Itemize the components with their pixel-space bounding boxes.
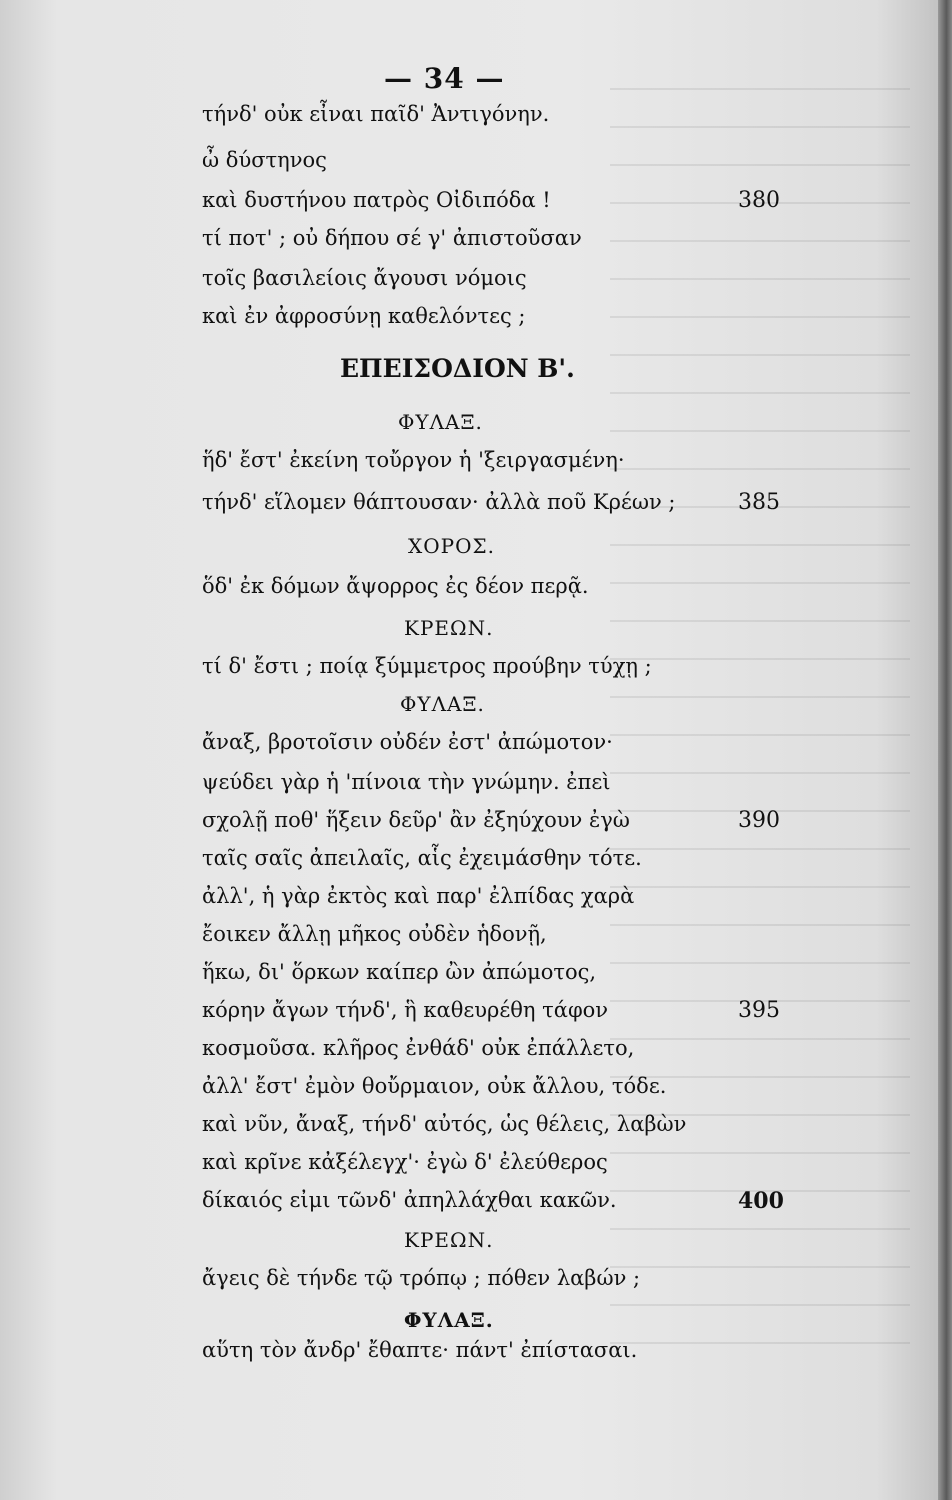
speaker-name: ΚΡΕΩΝ. (404, 616, 494, 640)
verse-line: καὶ δυστήνου πατρὸς Οἰδιπόδα ! (202, 188, 551, 212)
line-number: 390 (738, 808, 780, 833)
page-number: — 34 — (384, 62, 505, 95)
verse-line: τί δ' ἔστι ; ποίᾳ ξύμμετρος προύβην τύχῃ ; (202, 654, 652, 678)
line-number: 395 (738, 998, 780, 1023)
section-heading: ΕΠΕΙΣΟΔΙΟΝ Β'. (340, 354, 575, 383)
verse-line: ὅδ' ἐκ δόμων ἄψορρος ἐς δέον περᾷ. (202, 574, 589, 598)
verse-line: ἀλλ', ἡ γὰρ ἐκτὸς καὶ παρ' ἐλπίδας χαρὰ (202, 884, 635, 908)
verse-line: ἥδ' ἔστ' ἐκείνη τοὔργον ἡ 'ξειργασμένη· (202, 448, 625, 472)
speaker-name: ΦΥΛΑΞ. (400, 692, 485, 716)
verse-line: σχολῇ ποθ' ἥξειν δεῦρ' ἂν ἐξηύχουν ἐγὼ (202, 808, 630, 832)
verse-line: ἀλλ' ἔστ' ἐμὸν θοὔρμαιον, οὐκ ἄλλου, τόδε. (202, 1074, 667, 1098)
verse-line: κόρην ἄγων τήνδ', ἣ καθευρέθη τάφον (202, 998, 609, 1022)
verse-line: καὶ νῦν, ἄναξ, τήνδ' αὐτός, ὡς θέλεις, λαβὼν (202, 1112, 687, 1136)
verse-line: τί ποτ' ; οὐ δήπου σέ γ' ἀπιστοῦσαν (202, 226, 582, 250)
verse-line: τήνδ' εἵλομεν θάπτουσαν· ἀλλὰ ποῦ Κρέων ; (202, 490, 676, 514)
verse-line: κοσμοῦσα. κλῆρος ἐνθάδ' οὐκ ἐπάλλετο, (202, 1036, 635, 1060)
verse-line: ψεύδει γὰρ ἡ 'πίνοια τὴν γνώμην. ἐπεὶ (202, 770, 611, 794)
verse-line: τοῖς βασιλείοις ἄγουσι νόμοις (202, 266, 527, 290)
line-number: 380 (738, 188, 780, 213)
speaker-name: ΦΥΛΑΞ. (404, 1308, 494, 1332)
speaker-name: ΚΡΕΩΝ. (404, 1228, 494, 1252)
page-edge (938, 0, 952, 1500)
verse-line: ἄγεις δὲ τήνδε τῷ τρόπῳ ; πόθεν λαβών ; (202, 1266, 641, 1290)
verse-line: ὦ δύστηνος (202, 148, 327, 172)
verse-line: αὕτη τὸν ἄνδρ' ἔθαπτε· πάντ' ἐπίστασαι. (202, 1338, 638, 1362)
verse-line: καὶ κρῖνε κἀξέλεγχ'· ἐγὼ δ' ἐλεύθερος (202, 1150, 608, 1174)
line-number: 385 (738, 490, 780, 515)
line-number: 400 (738, 1188, 784, 1214)
speaker-name: ΧΟΡΟΣ. (408, 534, 495, 558)
show-through-text (610, 60, 910, 1360)
verse-line: τήνδ' οὐκ εἶναι παῖδ' Ἀντιγόνην. (202, 102, 550, 126)
verse-line: καὶ ἐν ἀφροσύνῃ καθελόντες ; (202, 304, 526, 328)
verse-line: ταῖς σαῖς ἀπειλαῖς, αἷς ἐχειμάσθην τότε. (202, 846, 642, 870)
verse-line: ἥκω, δι' ὅρκων καίπερ ὢν ἀπώμοτος, (202, 960, 597, 984)
verse-line: δίκαιός εἰμι τῶνδ' ἀπηλλάχθαι κακῶν. (202, 1188, 617, 1212)
verse-line: ἔοικεν ἄλλῃ μῆκος οὐδὲν ἡδονῇ, (202, 922, 547, 946)
speaker-name: ΦΥΛΑΞ. (398, 410, 483, 434)
verse-line: ἄναξ, βροτοῖσιν οὐδέν ἐστ' ἀπώμοτον· (202, 730, 613, 754)
